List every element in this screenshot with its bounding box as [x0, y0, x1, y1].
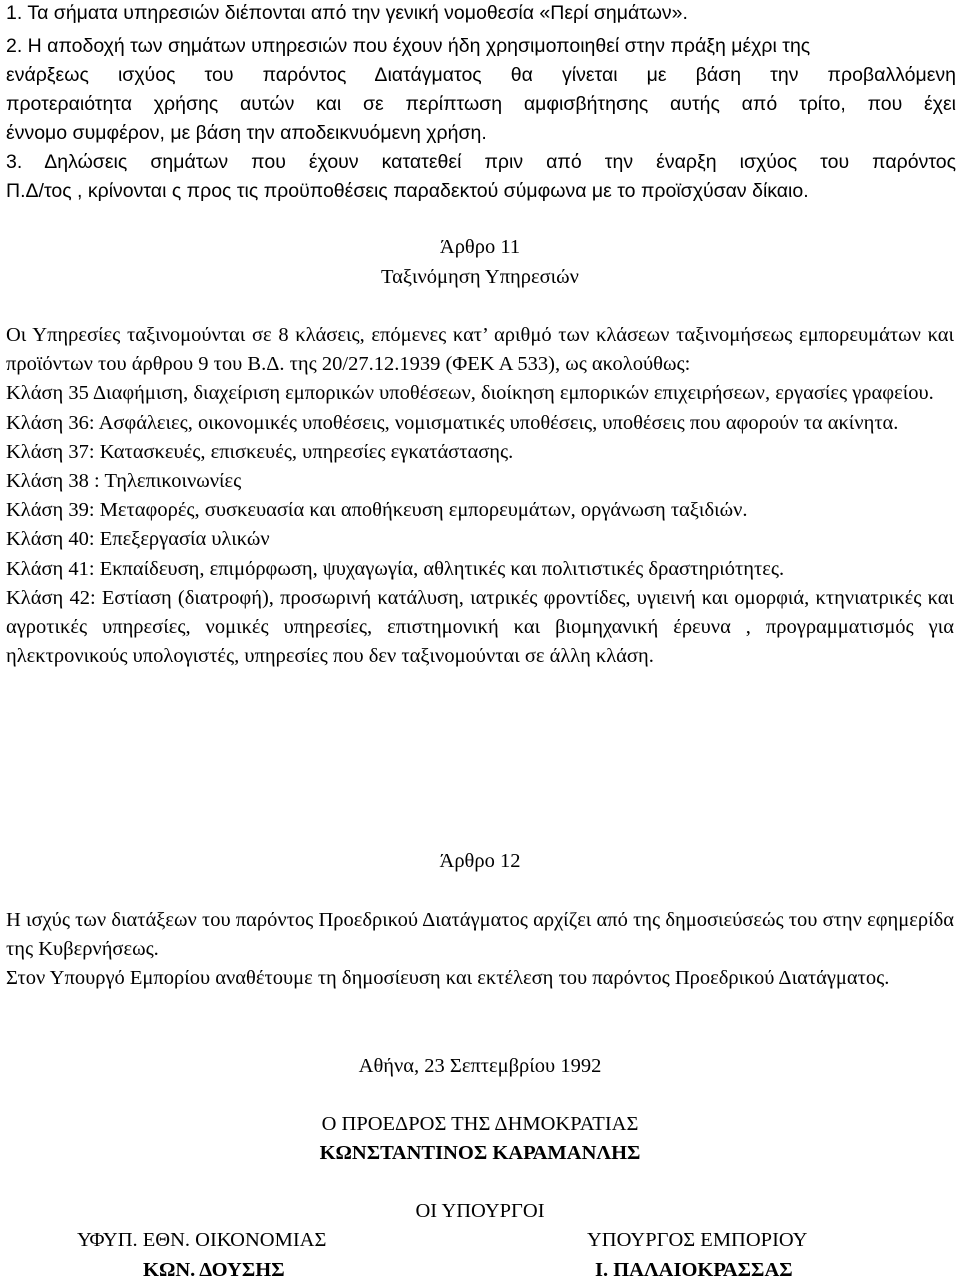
paragraph-2-line-3: προτεραιότητα χρήσης αυτών και σε περίπτωση αμφισβήτησης αυτής από τρίτο, που έχει [6, 93, 956, 115]
paragraph-3-line-1: 3. Δηλώσεις σημάτων που έχουν κατατεθεί πριν από την έναρξη ισχύος του παρόντος [6, 151, 956, 173]
minister-2-name: Ι. ΠΑΛΑΙΟΚΡΑΣΣΑΣ [595, 1259, 793, 1281]
class-39: Κλάση 39: Μεταφορές, συσκευασία και αποθήκευση εμπορευμάτων, οργάνωση ταξιδιών. [6, 499, 748, 522]
paragraph-2-line-1: 2. Η αποδοχή των σημάτων υπηρεσιών που έχουν ήδη χρησιμοποιηθεί στην πράξη μέχρι της [6, 35, 811, 57]
class-38: Κλάση 38 : Τηλεπικοινωνίες [6, 470, 242, 493]
class-40: Κλάση 40: Επεξεργασία υλικών [6, 528, 270, 551]
class-41: Κλάση 41: Εκπαίδευση, επιμόρφωση, ψυχαγωγία, αθλητικές και πολιτιστικές δραστηριότητες. [6, 557, 785, 580]
article-11-subheading: Ταξινόμηση Υπηρεσιών [381, 266, 579, 288]
class-37: Κλάση 37: Κατασκευές, επισκευές, υπηρεσίες εγκατάστασης. [6, 440, 514, 463]
class-42: Κλάση 42: Εστίαση (διατροφή), προσωρινή κατάλυση, ιατρικές φροντίδες, υγιεινή και ομορφιά, κτηνιατρικές και αγροτικές υπηρεσίες, νομικές υπηρεσίες, επιστημονική και βιομηχανική έρευνα , προγραμματισμός για ηλεκτρονικούς υπολογιστές, υπηρεσίες που δεν ταξινομούνται σε άλλη κλάση. [6, 586, 954, 668]
paragraph-2-line-4: έννομο συμφέρον, με βάση την αποδεικνυόμενη χρήση. [6, 122, 487, 144]
minister-1-title: ΥΦΥΠ. ΕΘΝ. ΟΙΚΟΝΟΜΙΑΣ [77, 1229, 327, 1251]
president-title: Ο ΠΡΟΕΔΡΟΣ ΤΗΣ ΔΗΜΟΚΡΑΤΙΑΣ [321, 1113, 639, 1135]
paragraph-3-line-2: Π.Δ/τος , κρίνονται ς προς τις προϋποθέσεις παραδεκτού σύμφωνα με το προϊσχύσαν δίκαιο. [6, 180, 809, 202]
article-11-body [6, 321, 954, 671]
minister-2-title: ΥΠΟΥΡΓΟΣ ΕΜΠΟΡΙΟΥ [587, 1229, 808, 1251]
article-12-paragraph-1: Η ισχύς των διατάξεων του παρόντος Προεδρικού Διατάγματος αρχίζει από της δημοσιεύσεώς του στην εφημερίδα της Κυβερνήσεως. [6, 909, 954, 961]
class-36: Κλάση 36: Ασφάλειες, οικονομικές υποθέσεις, νομισματικές υποθέσεις, υποθέσεις που αφορούν τα ακίνητα. [6, 411, 899, 434]
minister-1-name: ΚΩΝ. ΔΟΥΣΗΣ [143, 1259, 285, 1281]
article-11-intro: Οι Υπηρεσίες ταξινομούνται σε 8 κλάσεις, επόμενες κατ’ αριθμό των κλάσεων ταξινομήσεως εμπορευμάτων και προϊόντων του άρθρου 9 του Β.Δ. της 20/27.12.1939 (ΦΕΚ Α 533), ως ακολούθως: [6, 324, 954, 376]
paragraph-1-line-1: 1. Τα σήματα υπηρεσιών διέπονται από την γενική νομοθεσία «Περί σημάτων». [6, 2, 688, 24]
ministers-title: ΟΙ ΥΠΟΥΡΓΟΙ [415, 1200, 545, 1222]
article-12-paragraph-2: Στον Υπουργό Εμπορίου αναθέτουμε τη δημοσίευση και εκτέλεση του παρόντος Προεδρικού Διατάγματος. [6, 967, 890, 990]
article-12-heading: Άρθρο 12 [439, 850, 521, 872]
president-name: ΚΩΝΣΤΑΝΤΙΝΟΣ ΚΑΡΑΜΑΝΛΗΣ [319, 1142, 641, 1164]
paragraph-2-line-2: ενάρξεως ισχύος του παρόντος Διατάγματος θα γίνεται με βάση την προβαλλόμενη [6, 64, 956, 86]
date-line: Αθήνα, 23 Σεπτεμβρίου 1992 [358, 1055, 602, 1077]
class-35: Κλάση 35 Διαφήμιση, διαχείριση εμπορικών υποθέσεων, διοίκηση εμπορικών επιχειρήσεων, εργασίες γραφείου. [6, 382, 934, 405]
article-11-heading: Άρθρο 11 [439, 236, 521, 258]
article-12-body [6, 906, 954, 994]
